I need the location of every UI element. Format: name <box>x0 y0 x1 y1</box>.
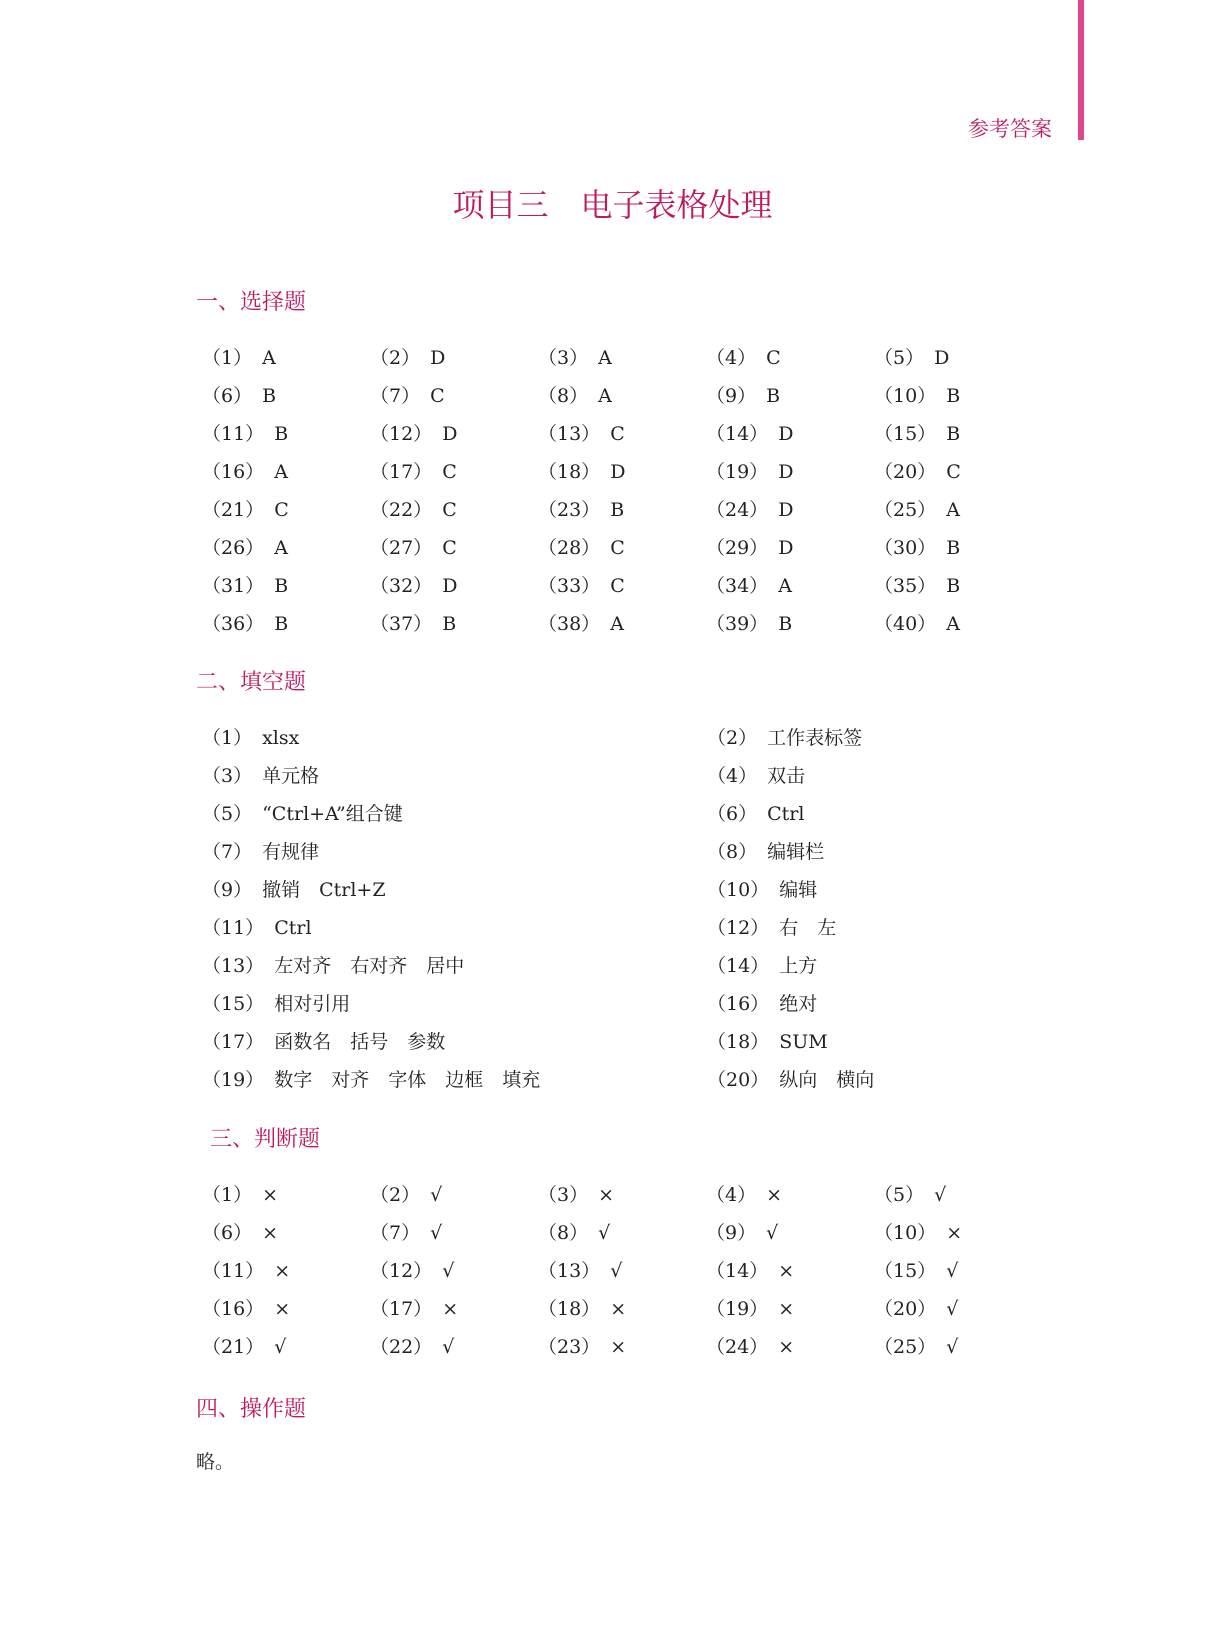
answer-item <box>538 605 706 643</box>
section-heading-judge: 三、判断题 <box>210 1127 321 1152</box>
answer-number: （16） <box>202 1298 265 1320</box>
answer-item <box>707 795 1042 833</box>
answer-number: （18） <box>538 1298 601 1320</box>
answer-item <box>370 529 538 567</box>
answer-item <box>202 1061 707 1099</box>
answer-item <box>874 1214 1042 1252</box>
answer-value: × <box>946 1222 963 1244</box>
answer-number: （10） <box>874 385 937 407</box>
answer-value: B <box>610 499 625 521</box>
answer-item <box>202 795 707 833</box>
answer-value: D <box>778 537 794 559</box>
answer-item <box>706 1290 874 1328</box>
answer-value: A <box>946 613 960 635</box>
answer-number: （7） <box>370 385 421 407</box>
answer-number: （12） <box>370 423 433 445</box>
answer-value: 上方 <box>779 955 818 977</box>
answer-value: C <box>610 575 625 597</box>
answer-value: B <box>274 423 289 445</box>
answer-value: × <box>610 1298 627 1320</box>
answer-value: A <box>946 499 960 521</box>
answer-value: × <box>598 1184 615 1206</box>
answer-item <box>538 491 706 529</box>
judge-answer-grid <box>202 1176 1042 1366</box>
answer-value: × <box>778 1298 795 1320</box>
answer-value: √ <box>430 1184 443 1206</box>
answer-item <box>202 567 370 605</box>
answer-number: （18） <box>707 1031 770 1053</box>
answer-value: D <box>778 499 794 521</box>
answer-value: √ <box>274 1336 287 1358</box>
answer-number: （7） <box>202 841 253 863</box>
answer-value: A <box>610 613 624 635</box>
answer-value: D <box>610 461 626 483</box>
answer-value: 单元格 <box>262 765 320 787</box>
answer-number: （35） <box>874 575 937 597</box>
answer-item <box>538 339 706 377</box>
answer-item <box>202 1176 370 1214</box>
answer-item <box>706 339 874 377</box>
answer-value: × <box>262 1222 279 1244</box>
answer-value: 绝对 <box>779 993 818 1015</box>
answer-number: （32） <box>370 575 433 597</box>
answer-value: × <box>274 1260 291 1282</box>
answer-item <box>370 339 538 377</box>
answer-number: （1） <box>202 347 253 369</box>
answer-value: B <box>766 385 781 407</box>
answer-number: （3） <box>538 347 589 369</box>
answer-item <box>202 947 707 985</box>
answer-item <box>706 415 874 453</box>
answer-number: （9） <box>202 879 253 901</box>
answer-item <box>202 909 707 947</box>
answer-item <box>370 453 538 491</box>
answer-value: D <box>442 575 458 597</box>
answer-number: （39） <box>706 613 769 635</box>
answer-item <box>202 1328 370 1366</box>
answer-item <box>202 757 707 795</box>
answer-value: Ctrl <box>274 917 312 939</box>
answer-number: （9） <box>706 385 757 407</box>
fill-answer-grid <box>202 719 1042 1099</box>
answer-number: （11） <box>202 423 265 445</box>
answer-item <box>202 415 370 453</box>
answer-number: （40） <box>874 613 937 635</box>
answer-number: （14） <box>707 955 770 977</box>
answer-item <box>874 567 1042 605</box>
answer-item <box>202 529 370 567</box>
answer-item <box>707 1023 1042 1061</box>
section-heading-operation: 四、操作题 <box>196 1397 307 1422</box>
answer-number: （15） <box>202 993 265 1015</box>
section-heading-choice: 一、选择题 <box>196 290 307 315</box>
answer-value: √ <box>430 1222 443 1244</box>
answer-number: （21） <box>202 499 265 521</box>
answer-value: × <box>778 1260 795 1282</box>
answer-item <box>874 377 1042 415</box>
answer-item <box>874 415 1042 453</box>
answer-number: （6） <box>202 385 253 407</box>
answer-item <box>538 1252 706 1290</box>
answer-item <box>706 377 874 415</box>
answer-item <box>538 1214 706 1252</box>
answer-item <box>874 339 1042 377</box>
answer-value: C <box>430 385 445 407</box>
answer-item <box>706 1328 874 1366</box>
answer-item <box>707 871 1042 909</box>
answer-value: √ <box>946 1336 959 1358</box>
answer-number: （2） <box>370 347 421 369</box>
answer-value: 有规律 <box>262 841 320 863</box>
answer-number: （11） <box>202 917 265 939</box>
answer-item <box>202 339 370 377</box>
answer-value: 函数名 括号 参数 <box>274 1031 446 1053</box>
answer-number: （22） <box>370 499 433 521</box>
answer-number: （13） <box>538 1260 601 1282</box>
answer-value: C <box>274 499 289 521</box>
answer-number: （16） <box>202 461 265 483</box>
answer-item <box>707 833 1042 871</box>
answer-value: C <box>766 347 781 369</box>
answer-number: （28） <box>538 537 601 559</box>
answer-number: （5） <box>874 347 925 369</box>
answer-number: （23） <box>538 1336 601 1358</box>
answer-value: × <box>778 1336 795 1358</box>
answer-item <box>706 529 874 567</box>
answer-item <box>874 1328 1042 1366</box>
answer-item <box>370 1252 538 1290</box>
answer-item <box>707 757 1042 795</box>
answer-item <box>706 453 874 491</box>
answer-item <box>538 1176 706 1214</box>
answer-number: （13） <box>538 423 601 445</box>
answer-number: （17） <box>370 1298 433 1320</box>
answer-value: C <box>442 537 457 559</box>
answer-number: （26） <box>202 537 265 559</box>
answer-number: （1） <box>202 1184 253 1206</box>
answer-value: × <box>610 1336 627 1358</box>
answer-value: D <box>442 423 458 445</box>
answer-value: B <box>946 575 961 597</box>
answer-number: （18） <box>538 461 601 483</box>
answer-value: C <box>946 461 961 483</box>
answer-item <box>538 453 706 491</box>
answer-number: （24） <box>706 499 769 521</box>
answer-item <box>706 567 874 605</box>
answer-item <box>874 605 1042 643</box>
answer-value: C <box>442 499 457 521</box>
answer-item <box>538 567 706 605</box>
answer-value: B <box>946 385 961 407</box>
answer-item <box>202 871 707 909</box>
answer-number: （8） <box>538 1222 589 1244</box>
answer-value: B <box>778 613 793 635</box>
answer-item <box>370 567 538 605</box>
answer-number: （1） <box>202 727 253 749</box>
answer-number: （16） <box>707 993 770 1015</box>
answer-value: B <box>262 385 277 407</box>
answer-number: （24） <box>706 1336 769 1358</box>
answer-item <box>370 415 538 453</box>
operation-answer-text: 略。 <box>196 1451 235 1473</box>
answer-item <box>874 1176 1042 1214</box>
answer-item <box>706 605 874 643</box>
answer-value: SUM <box>779 1031 828 1053</box>
answer-item <box>202 1252 370 1290</box>
answer-item <box>202 453 370 491</box>
answer-number: （8） <box>707 841 758 863</box>
answer-value: √ <box>934 1184 947 1206</box>
answer-value: √ <box>946 1298 959 1320</box>
answer-item <box>370 1328 538 1366</box>
answer-value: √ <box>442 1260 455 1282</box>
answer-number: （3） <box>202 765 253 787</box>
answer-number: （8） <box>538 385 589 407</box>
answer-item <box>707 1061 1042 1099</box>
answer-item <box>706 491 874 529</box>
answer-value: 编辑栏 <box>767 841 825 863</box>
answer-item <box>706 1252 874 1290</box>
answer-value: A <box>274 461 288 483</box>
answer-number: （12） <box>370 1260 433 1282</box>
answer-number: （20） <box>874 461 937 483</box>
answer-value: √ <box>598 1222 611 1244</box>
answer-value: 双击 <box>767 765 806 787</box>
answer-item <box>202 491 370 529</box>
answer-item <box>707 947 1042 985</box>
answer-number: （20） <box>874 1298 937 1320</box>
answer-item <box>370 377 538 415</box>
answer-number: （6） <box>707 803 758 825</box>
answer-value: √ <box>610 1260 623 1282</box>
answer-number: （37） <box>370 613 433 635</box>
answer-number: （19） <box>706 1298 769 1320</box>
answer-value: × <box>274 1298 291 1320</box>
answer-number: （15） <box>874 423 937 445</box>
answer-value: D <box>430 347 446 369</box>
answer-item <box>706 1214 874 1252</box>
answer-item <box>202 605 370 643</box>
answer-number: （5） <box>202 803 253 825</box>
answer-item <box>707 909 1042 947</box>
answer-number: （20） <box>707 1069 770 1091</box>
answer-number: （31） <box>202 575 265 597</box>
answer-number: （5） <box>874 1184 925 1206</box>
answer-value: B <box>946 537 961 559</box>
answer-value: B <box>946 423 961 445</box>
answer-value: 右 左 <box>779 917 837 939</box>
answer-number: （11） <box>202 1260 265 1282</box>
answer-number: （33） <box>538 575 601 597</box>
answer-number: （30） <box>874 537 937 559</box>
answer-number: （15） <box>874 1260 937 1282</box>
answer-number: （12） <box>707 917 770 939</box>
answer-number: （21） <box>202 1336 265 1358</box>
answer-item <box>707 719 1042 757</box>
answer-item <box>538 415 706 453</box>
answer-value: B <box>442 613 457 635</box>
page-edge-bar <box>1078 0 1084 140</box>
answer-item <box>370 1214 538 1252</box>
answer-item <box>538 529 706 567</box>
answer-value: 左对齐 右对齐 居中 <box>274 955 465 977</box>
answer-number: （7） <box>370 1222 421 1244</box>
answer-value: 撤销 Ctrl+Z <box>262 879 386 901</box>
answer-number: （19） <box>706 461 769 483</box>
answer-value: A <box>778 575 792 597</box>
answer-value: √ <box>946 1260 959 1282</box>
answer-item <box>202 719 707 757</box>
answer-item <box>202 377 370 415</box>
answer-value: B <box>274 613 289 635</box>
answer-value: A <box>262 347 276 369</box>
answer-item <box>370 491 538 529</box>
answer-item <box>202 1290 370 1328</box>
answer-number: （14） <box>706 1260 769 1282</box>
answer-item <box>370 1176 538 1214</box>
page-title: 项目三 电子表格处理 <box>452 186 773 224</box>
answer-number: （4） <box>706 1184 757 1206</box>
answer-value: × <box>442 1298 459 1320</box>
answer-number: （17） <box>370 461 433 483</box>
answer-number: （17） <box>202 1031 265 1053</box>
answer-item <box>538 1328 706 1366</box>
answer-value: × <box>262 1184 279 1206</box>
answer-value: B <box>274 575 289 597</box>
answer-number: （9） <box>706 1222 757 1244</box>
answer-number: （34） <box>706 575 769 597</box>
answer-item <box>706 1176 874 1214</box>
answer-item <box>538 1290 706 1328</box>
answer-number: （13） <box>202 955 265 977</box>
answer-item <box>874 1290 1042 1328</box>
answer-value: A <box>274 537 288 559</box>
answer-number: （36） <box>202 613 265 635</box>
answer-number: （29） <box>706 537 769 559</box>
answer-item <box>874 491 1042 529</box>
answer-number: （6） <box>202 1222 253 1244</box>
answer-item <box>874 1252 1042 1290</box>
answer-value: D <box>778 461 794 483</box>
answer-number: （3） <box>538 1184 589 1206</box>
answer-number: （23） <box>538 499 601 521</box>
answer-value: “Ctrl+A”组合键 <box>262 803 403 825</box>
answer-item <box>874 529 1042 567</box>
answer-number: （14） <box>706 423 769 445</box>
answer-number: （27） <box>370 537 433 559</box>
answer-item <box>370 1290 538 1328</box>
answer-item <box>202 1214 370 1252</box>
answer-value: A <box>598 385 612 407</box>
answer-item <box>370 605 538 643</box>
answer-item <box>202 1023 707 1061</box>
answer-value: C <box>610 537 625 559</box>
answer-value: × <box>766 1184 783 1206</box>
choice-answer-grid <box>202 339 1042 643</box>
answer-number: （22） <box>370 1336 433 1358</box>
answer-value: 编辑 <box>779 879 818 901</box>
answer-item <box>707 985 1042 1023</box>
answer-value: Ctrl <box>767 803 805 825</box>
answer-value: √ <box>766 1222 779 1244</box>
answer-value: √ <box>442 1336 455 1358</box>
answer-value: C <box>610 423 625 445</box>
answer-value: 数字 对齐 字体 边框 填充 <box>274 1069 541 1091</box>
answer-number: （19） <box>202 1069 265 1091</box>
answer-number: （2） <box>707 727 758 749</box>
answer-item <box>538 377 706 415</box>
answer-number: （25） <box>874 1336 937 1358</box>
answer-value: D <box>778 423 794 445</box>
answer-number: （38） <box>538 613 601 635</box>
answer-item <box>202 985 707 1023</box>
answer-number: （25） <box>874 499 937 521</box>
answer-number: （4） <box>707 765 758 787</box>
answer-item <box>874 453 1042 491</box>
answer-number: （10） <box>874 1222 937 1244</box>
answer-value: A <box>598 347 612 369</box>
section-heading-fill: 二、填空题 <box>196 670 307 695</box>
answer-item <box>202 833 707 871</box>
answer-value: 工作表标签 <box>767 727 863 749</box>
answer-value: xlsx <box>262 727 300 749</box>
answer-number: （2） <box>370 1184 421 1206</box>
answer-value: 纵向 横向 <box>779 1069 875 1091</box>
answer-value: C <box>442 461 457 483</box>
answer-number: （4） <box>706 347 757 369</box>
answer-value: D <box>934 347 950 369</box>
answer-value: 相对引用 <box>274 993 351 1015</box>
running-head: 参考答案 <box>968 117 1052 141</box>
answer-number: （10） <box>707 879 770 901</box>
